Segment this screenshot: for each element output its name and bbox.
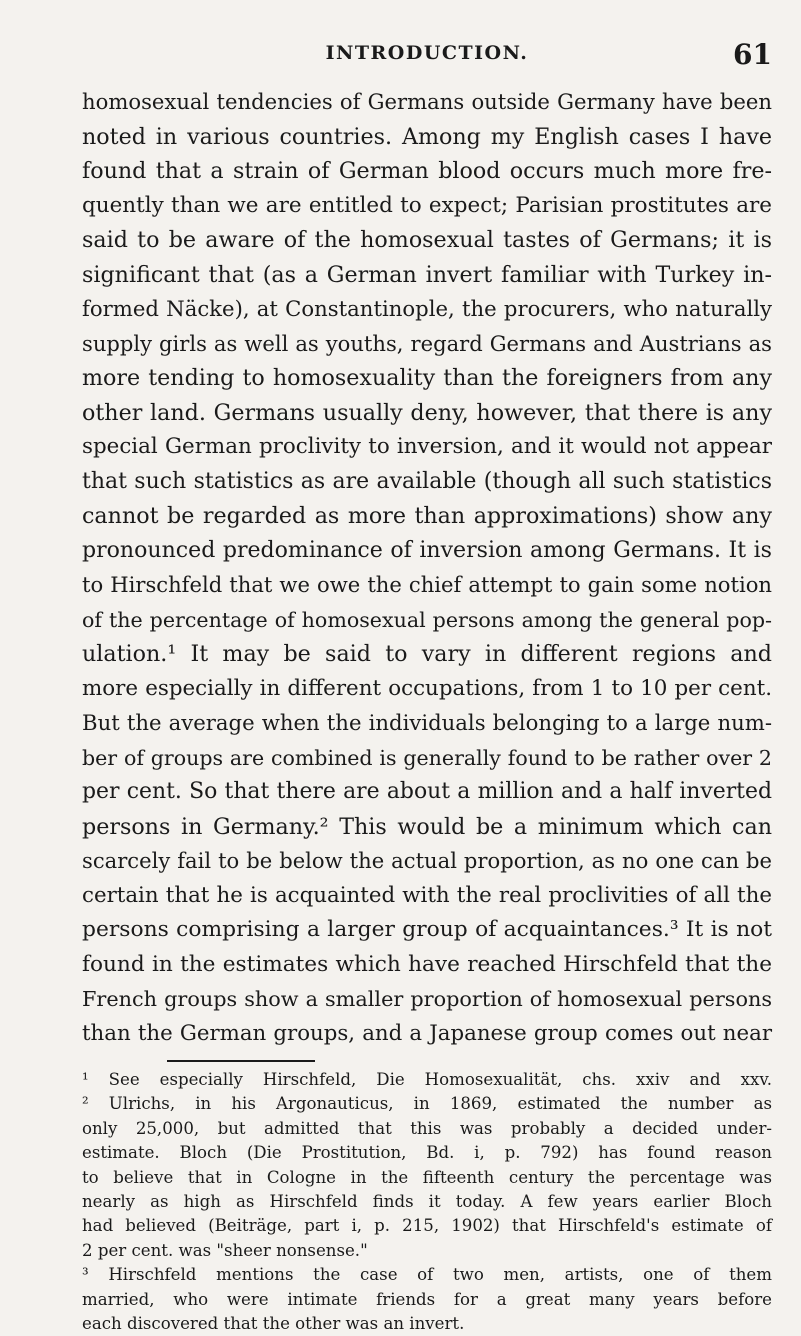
body-line: ulation.¹ It may be said to vary in different regions and [82, 641, 772, 667]
body-line: persons in Germany.² This would be a minimum which can [82, 813, 772, 840]
footnote-rule [167, 1060, 315, 1062]
footnotes [82, 1068, 772, 1336]
footnote-line: estimate. Bloch (Die Prostitution, Bd. i, p. 792) has found reason [82, 1143, 772, 1163]
body-line: noted in various countries. Among my English cases I have [82, 123, 772, 150]
footnote-line: married, who were intimate friends for a great many years before [82, 1289, 772, 1309]
page-header [82, 40, 772, 80]
body-line: that such statistics as are available (though all such statistics [82, 468, 772, 494]
body-line: more especially in different occupations, from 1 to 10 per cent. [82, 675, 772, 701]
body-line: ber of groups are combined is generally found to be rather over 2 [82, 745, 772, 770]
body-line: persons comprising a larger group of acquaintances.³ It is not [82, 917, 772, 942]
body-line: homosexual tendencies of Germans outside Germany have been [82, 89, 772, 114]
footnote-line: ³ Hirschfeld mentions the case of two men, artists, one of them [82, 1265, 772, 1285]
body-line: other land. Germans usually deny, however, that there is any [82, 399, 772, 426]
body-line: special German proclivity to inversion, and it would not appear [82, 434, 772, 459]
body-line: per cent. So that there are about a million and a half inverted [82, 779, 772, 804]
page-number: 61 [733, 38, 772, 71]
footnote-line: to believe that in Cologne in the fifteenth century the percentage was [82, 1167, 772, 1187]
body-text [82, 85, 772, 1051]
body-line: found in the estimates which have reached Hirschfeld that the [82, 951, 772, 977]
body-line: quently than we are entitled to expect; Parisian prostitutes are [82, 192, 772, 218]
running-head: INTRODUCTION. [325, 42, 529, 64]
footnote-line: only 25,000, but admitted that this was probably a decided under- [82, 1118, 772, 1138]
body-line: formed Näcke), at Constantinople, the procurers, who naturally [82, 296, 772, 321]
body-line: more tending to homosexuality than the foreigners from any [82, 365, 772, 391]
body-line: scarcely fail to be below the actual proportion, as no one can be [82, 848, 772, 873]
body-line: of the percentage of homosexual persons among the general pop- [82, 607, 772, 632]
body-line: cannot be regarded as more than approximations) show any [82, 503, 772, 529]
body-line: significant that (as a German invert familiar with Turkey in- [82, 261, 772, 288]
footnote-line: had believed (Beiträge, part i, p. 215, 1902) that Hirschfeld's estimate of [82, 1216, 772, 1236]
footnote-line: ¹ See especially Hirschfeld, Die Homosexualität, chs. xxiv and xxv. [82, 1070, 772, 1089]
body-line: than the German groups, and a Japanese group comes out near [82, 1020, 772, 1046]
footnote-line: ² Ulrichs, in his Argonauticus, in 1869, estimated the number as [82, 1094, 772, 1114]
footnote-line: 2 per cent. was "sheer nonsense." [82, 1240, 368, 1260]
footnote-line: each discovered that the other was an invert. [82, 1313, 465, 1333]
body-line: said to be aware of the homosexual tastes of Germans; it is [82, 227, 772, 253]
body-line: pronounced predominance of inversion among Germans. It is [82, 537, 772, 563]
body-line: found that a strain of German blood occurs much more fre- [82, 158, 772, 184]
body-line: French groups show a smaller proportion of homosexual persons [82, 987, 772, 1011]
body-line: But the average when the individuals belonging to a large num- [82, 710, 772, 735]
body-line: supply girls as well as youths, regard Germans and Austrians as [82, 330, 772, 356]
footnote-line: nearly as high as Hirschfeld finds it today. A few years earlier Bloch [82, 1191, 772, 1211]
body-line: to Hirschfeld that we owe the chief attempt to gain some notion [82, 572, 772, 597]
body-line: certain that he is acquainted with the real proclivities of all the [82, 882, 772, 908]
